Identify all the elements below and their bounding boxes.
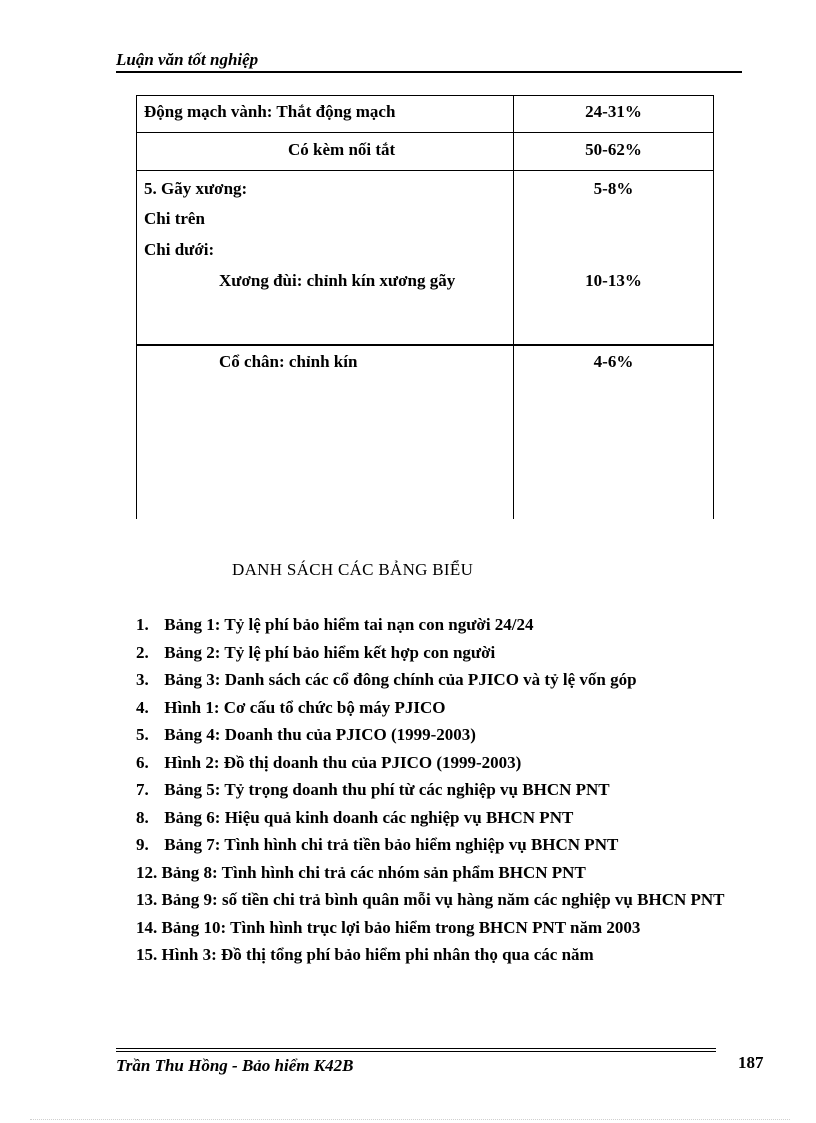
table-row-value: 4-6% [593,352,634,371]
list-item: 13. Bảng 9: số tiền chi trả bình quân mỗi vụ hàng năm các nghiệp vụ BHCN PNT [136,890,725,909]
footer-author: Trần Thu Hồng - Bảo hiểm K42B [116,1056,354,1075]
table-row-value: 50-62% [585,140,642,159]
header-rule [116,71,742,73]
table-list [136,614,726,972]
list-item: 2. Bảng 2: Tỷ lệ phí bảo hiểm kết hợp con người [136,642,496,662]
footer-rule [116,1048,716,1049]
list-item: 9. Bảng 7: Tình hình chi trả tiền bảo hiểm nghiệp vụ BHCN PNT [136,835,619,854]
injury-rate-table [136,95,714,519]
list-item: 14. Bảng 10: Tình hình trục lợi bảo hiểm trong BHCN PNT năm 2003 [136,917,641,937]
list-item: 1. Bảng 1: Tỷ lệ phí bảo hiểm tai nạn con người 24/24 [136,615,534,634]
table-row-value: 10-13% [585,271,642,290]
table-row-label: Xương đùi: chỉnh kín xương gãy [219,271,456,290]
list-item: 3. Bảng 3: Danh sách các cổ đông chính của PJICO và tỷ lệ vốn góp [136,670,637,689]
table-row-value: 24-31% [585,102,642,121]
table-row-value: 5-8% [593,179,634,198]
table-row-label: Có kèm nối tắt [288,140,396,159]
table-row-divider [136,170,714,171]
list-item: 8. Bảng 6: Hiệu quả kinh doanh các nghiệp vụ BHCN PNT [136,807,574,827]
table-row-divider [136,132,714,133]
list-item: 6. Hình 2: Đồ thị doanh thu của PJICO (1999-2003) [136,752,522,772]
footer-rule [116,1051,716,1052]
page-header-title: Luận văn tốt nghiệp [116,50,259,69]
table-row-divider [136,344,714,346]
list-item: 5. Bảng 4: Doanh thu của PJICO (1999-2003) [136,725,476,744]
list-item: 12. Bảng 8: Tình hình chi trả các nhóm sản phẩm BHCN PNT [136,862,586,882]
table-row-label: Cổ chân: chỉnh kín [219,352,358,371]
table-row-label: Chi trên [144,209,205,228]
table-row-label: 5. Gãy xương: [144,179,248,198]
list-item: 4. Hình 1: Cơ cấu tổ chức bộ máy PJICO [136,697,446,717]
table-row-label: Chi dưới: [144,240,215,259]
table-border-left [136,95,137,519]
list-item: 15. Hình 3: Đồ thị tổng phí bảo hiểm phi nhân thọ qua các năm [136,945,594,964]
page-edge-dots [30,1119,790,1120]
table-row-label: Động mạch vành: Thắt động mạch [144,102,396,121]
list-heading: DANH SÁCH CÁC BẢNG BIỂU [232,560,474,579]
table-border-top [136,95,714,96]
page-number: 187 [738,1053,764,1072]
list-item: 7. Bảng 5: Tỷ trọng doanh thu phí từ các nghiệp vụ BHCN PNT [136,780,610,799]
